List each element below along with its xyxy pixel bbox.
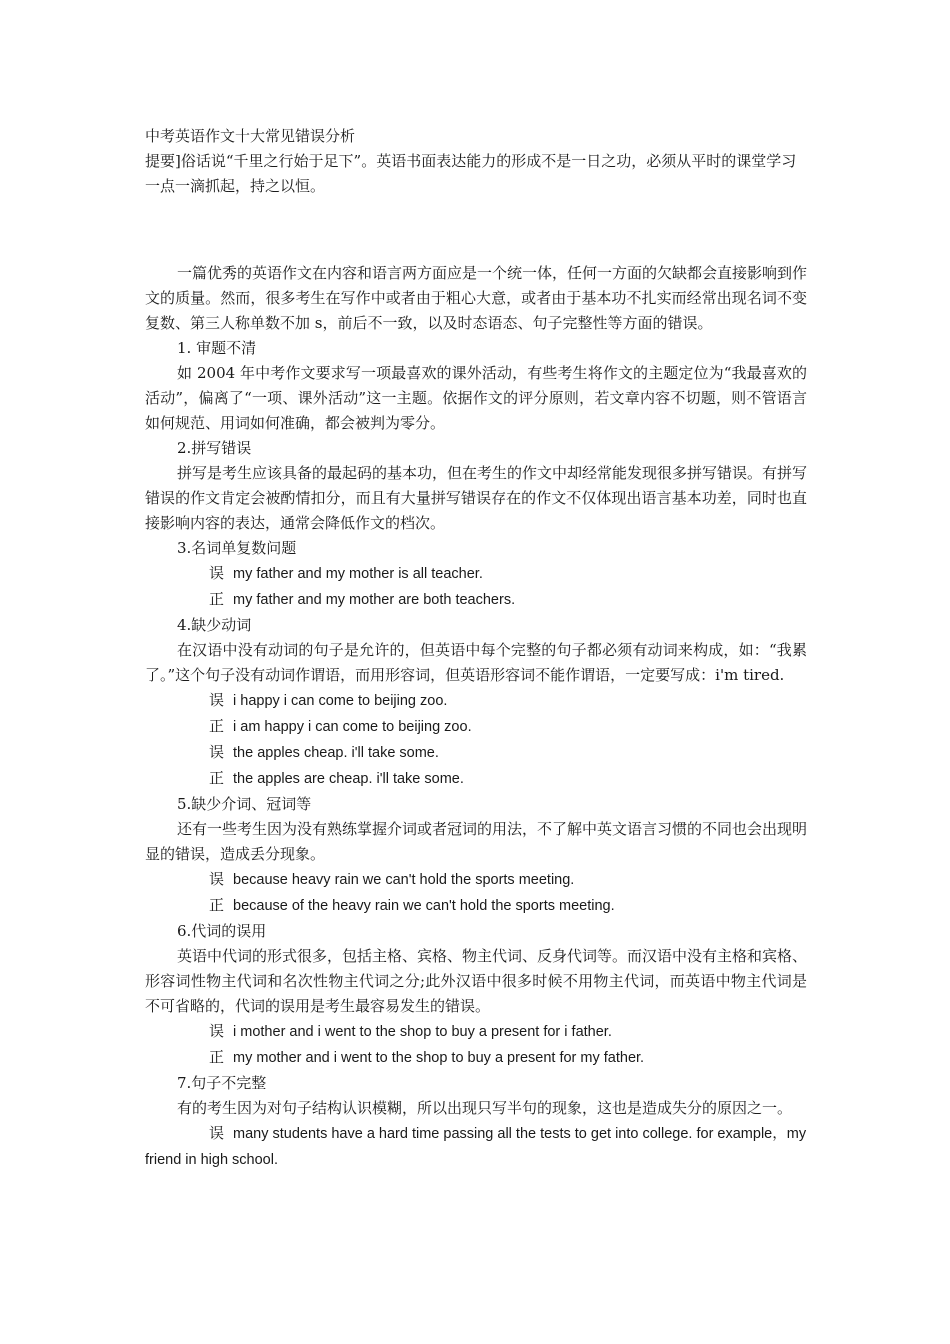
example-mark: 正 bbox=[209, 590, 225, 608]
example-line bbox=[145, 740, 807, 766]
example-mark: 正 bbox=[209, 1048, 225, 1066]
section-body: 还有一些考生因为没有熟练掌握介词或者冠词的用法，不了解中英文语言习惯的不同也会出现明显的错误，造成丢分现象。 bbox=[145, 820, 808, 863]
section-heading: 4.缺少动词 bbox=[177, 616, 252, 634]
example-mark: 误 bbox=[209, 564, 225, 582]
example-sentence: i happy i can come to beijing zoo. bbox=[233, 693, 448, 709]
example-mark: 正 bbox=[209, 896, 225, 914]
example-line bbox=[145, 893, 807, 919]
example-sentence: i mother and i went to the shop to buy a present for i father. bbox=[233, 1024, 612, 1040]
example-sentence: because heavy rain we can't hold the sports meeting. bbox=[233, 872, 575, 888]
section-heading: 2.拼写错误 bbox=[177, 439, 252, 457]
example-mark: 误 bbox=[209, 743, 225, 761]
section-heading: 7.句子不完整 bbox=[177, 1074, 267, 1092]
section-body: 在汉语中没有动词的句子是允许的，但英语中每个完整的句子都必须有动词来构成，如：“我累了。”这个句子没有动词作谓语，而用形容词，但英语形容词不能作谓语，一定要写成：i'm tired. bbox=[145, 641, 807, 684]
section-body: 拼写是考生应该具备的最起码的基本功，但在考生的作文中却经常能发现很多拼写错误。有拼写错误的作文肯定会被酌情扣分，而且有大量拼写错误存在的作文不仅体现出语言基本功差，同时也直接影响内容的表达，通常会降低作文的档次。 bbox=[145, 464, 808, 532]
intro-paragraph: 一篇优秀的英语作文在内容和语言两方面应是一个统一体，任何一方面的欠缺都会直接影响到作文的质量。然而，很多考生在写作中或者由于粗心大意，或者由于基本功不扎实而经常出现名词不变复数、第三人称单数不加 s，前后不一致，以及时态语态、句子完整性等方面的错误。 bbox=[145, 264, 808, 332]
example-sentence: the apples cheap. i'll take some. bbox=[233, 745, 439, 761]
section-2 bbox=[145, 436, 807, 536]
example-mark: 误 bbox=[209, 1022, 225, 1040]
example-sentence: my father and my mother are both teachers. bbox=[233, 592, 516, 608]
section-5 bbox=[145, 792, 807, 919]
example-line bbox=[145, 587, 807, 613]
section-body: 英语中代词的形式很多，包括主格、宾格、物主代词、反身代词等。而汉语中没有主格和宾格、形容词性物主代词和名次性物主代词之分;此外汉语中很多时候不用物主代词，而英语中物主代词是不可省略的，代词的误用是考生最容易发生的错误。 bbox=[145, 947, 808, 1015]
example-mark: 误 bbox=[209, 691, 225, 709]
section-7 bbox=[145, 1071, 807, 1173]
section-body: 有的考生因为对句子结构认识模糊，所以出现只写半句的现象，这也是造成失分的原因之一。 bbox=[177, 1099, 793, 1117]
section-body: 如 2004 年中考作文要求写一项最喜欢的课外活动，有些考生将作文的主题定位为“我最喜欢的活动”，偏离了“一项、课外活动”这一主题。依据作文的评分原则，若文章内容不切题，则不管语言如何规范、用词如何准确，都会被判为零分。 bbox=[145, 364, 807, 432]
section-heading: 5.缺少介词、冠词等 bbox=[177, 795, 312, 813]
section-6 bbox=[145, 919, 807, 1071]
section-3 bbox=[145, 536, 807, 613]
document-summary: 提要]俗话说“千里之行始于足下”。英语书面表达能力的形成不是一日之功，必须从平时的课堂学习一点一滴抓起，持之以恒。 bbox=[145, 152, 797, 195]
example-line bbox=[145, 1019, 807, 1045]
section-heading: 6.代词的误用 bbox=[177, 922, 267, 940]
example-line bbox=[145, 714, 807, 740]
example-sentence: many students have a hard time passing all the tests to get into college. for example，my friend in high school. bbox=[145, 1126, 807, 1168]
example-line bbox=[145, 1045, 807, 1071]
example-line bbox=[145, 867, 807, 893]
example-mark: 误 bbox=[209, 1124, 225, 1142]
example-line bbox=[145, 1121, 807, 1173]
example-sentence: my mother and i went to the shop to buy a present for my father. bbox=[233, 1050, 645, 1066]
blank-gap bbox=[145, 199, 807, 261]
section-1 bbox=[145, 336, 807, 436]
example-sentence: the apples are cheap. i'll take some. bbox=[233, 771, 464, 787]
section-heading: 1. 审题不清 bbox=[177, 339, 257, 357]
example-sentence: my father and my mother is all teacher. bbox=[233, 566, 483, 582]
example-line bbox=[145, 561, 807, 587]
example-mark: 正 bbox=[209, 769, 225, 787]
example-mark: 正 bbox=[209, 717, 225, 735]
document-page bbox=[145, 124, 807, 1173]
document-title: 中考英语作文十大常见错误分析 bbox=[145, 127, 356, 145]
sections-container bbox=[145, 336, 807, 1173]
section-heading: 3.名词单复数问题 bbox=[177, 539, 297, 557]
example-sentence: i am happy i can come to beijing zoo. bbox=[233, 719, 472, 735]
example-mark: 误 bbox=[209, 870, 225, 888]
example-line bbox=[145, 766, 807, 792]
example-line bbox=[145, 688, 807, 714]
section-4 bbox=[145, 613, 807, 792]
example-sentence: because of the heavy rain we can't hold the sports meeting. bbox=[233, 898, 615, 914]
